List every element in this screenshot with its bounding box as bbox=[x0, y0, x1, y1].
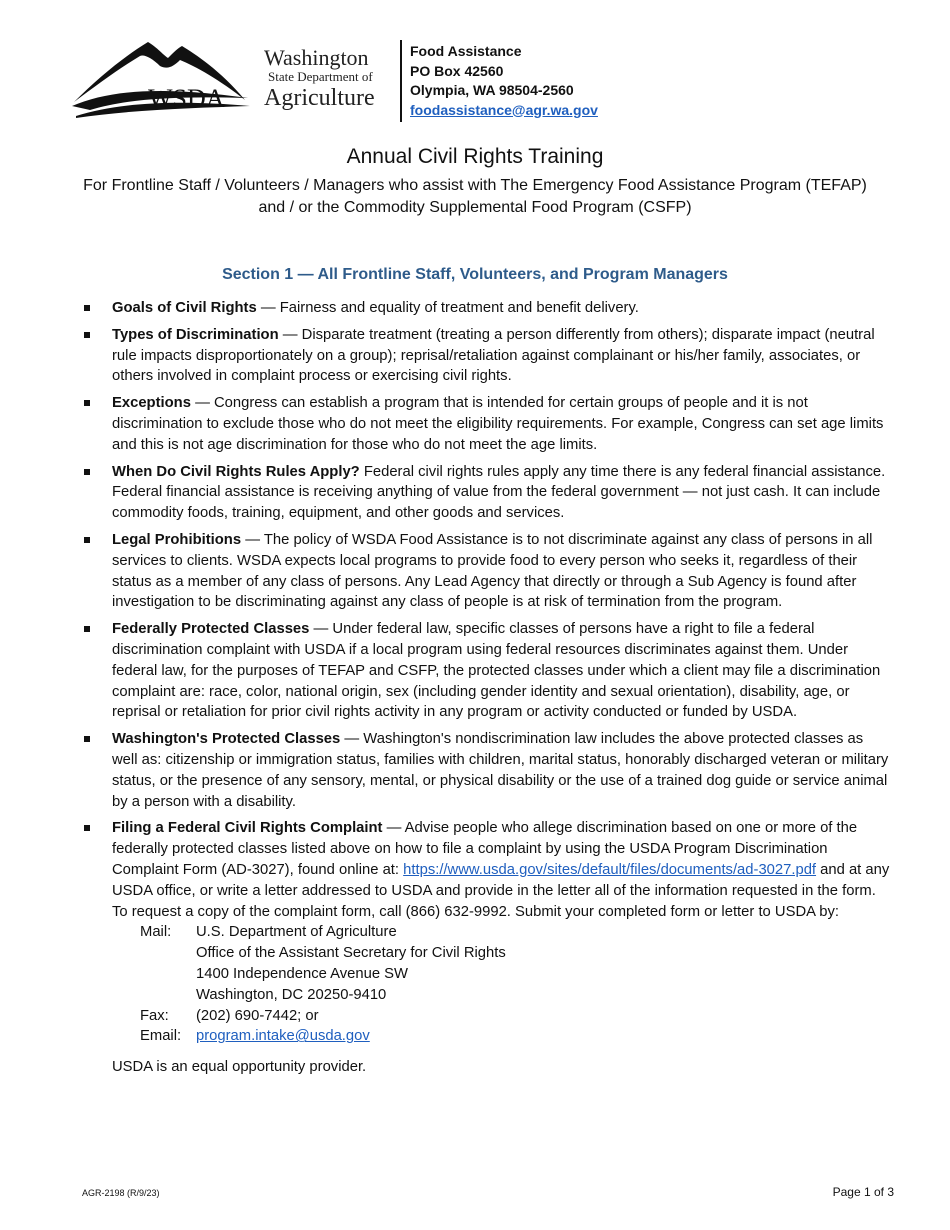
bullet-icon bbox=[84, 825, 90, 831]
bullet-icon bbox=[84, 400, 90, 406]
contact-email-link[interactable]: foodassistance@agr.wa.gov bbox=[410, 101, 598, 118]
fax-number: (202) 690-7442; or bbox=[196, 1007, 319, 1024]
item-term: Federally Protected Classes bbox=[112, 621, 310, 638]
bullet-icon bbox=[84, 537, 90, 543]
usda-email-link[interactable]: program.intake@usda.gov bbox=[196, 1028, 370, 1045]
list-item bbox=[82, 530, 892, 613]
page-subtitle bbox=[0, 175, 950, 219]
bullet-icon bbox=[84, 332, 90, 338]
item-term: When Do Civil Rights Rules Apply? bbox=[112, 463, 360, 480]
fax-label: Fax: bbox=[140, 1007, 169, 1024]
list-item bbox=[82, 729, 892, 812]
item-text: — Disparate treatment (treating a person differently from others); disparate impact (neutral rule impacts disproportionately on a group); reprisal/retaliation against complainant or his/her family, associates, or others involved in complaint process or exercising civil rights. bbox=[112, 326, 875, 385]
address-line: Washington, DC 20250-9410 bbox=[196, 986, 387, 1003]
list-item bbox=[82, 619, 892, 723]
form-number: AGR-2198 (R/9/23) bbox=[82, 1188, 160, 1198]
mail-label: Mail: bbox=[140, 924, 172, 941]
item-text: Federal civil rights rules apply any time there is any federal financial assistance. Federal financial assistance is receiving anything of value from the federal government — not just cash. It can include commodity foods, training, equipment, and other goods and services. bbox=[112, 463, 886, 522]
training-topics-list bbox=[82, 298, 892, 1084]
letterhead bbox=[70, 36, 890, 128]
contact-line: Food Assistance bbox=[410, 43, 522, 59]
header-divider bbox=[400, 40, 402, 122]
item-term: Filing a Federal Civil Rights Complaint bbox=[112, 820, 383, 837]
item-text: — Fairness and equality of treatment and benefit delivery. bbox=[256, 300, 639, 316]
address-line: Office of the Assistant Secretary for Civil Rights bbox=[196, 945, 506, 962]
item-term: Exceptions bbox=[112, 395, 191, 412]
submission-addresses bbox=[140, 922, 892, 1047]
mail-address bbox=[196, 922, 892, 1005]
logo-text: WSDA bbox=[148, 84, 225, 113]
item-text: — The policy of WSDA Food Assistance is to not discriminate against any class of persons in all services to clients. WSDA expects local programs to provide food to every person who seeks it, regardless of their status as a member of any class of persons. Any Lead Agency that directly or through a Sub Agency is found after investigation to be discriminating against any class of people is at risk of termination from the program. bbox=[112, 531, 873, 611]
contact-block bbox=[410, 42, 598, 120]
address-line: U.S. Department of Agriculture bbox=[196, 924, 397, 941]
item-text: — Under federal law, specific classes of persons have a right to file a federal discrimination complaint with USDA if a local program using federal resources discriminates against them. Under federal law, for the purposes of TEFAP and CSFP, the protected classes under which a client may file a discrimination complaint are: race, color, national origin, sex (including gender identity and sexual orientation), disability, age, or reprisal or retaliation for prior civil rights activity in any program or activity conducted or funded by USDA. bbox=[112, 621, 881, 721]
item-text: and at any USDA office, or write a letter addressed to USDA and provide in the letter all of the information requested in the form. To request a copy of the complaint form, call (866) 632-9992. Submit your completed form or letter to USDA by: bbox=[112, 861, 890, 920]
list-item bbox=[82, 298, 892, 319]
address-line: 1400 Independence Avenue SW bbox=[196, 965, 408, 982]
subtitle-line-2: and / or the Commodity Supplemental Food Program (CSFP) bbox=[258, 199, 692, 216]
page-number: Page 1 of 3 bbox=[832, 1185, 894, 1199]
list-item bbox=[82, 393, 892, 455]
email-label: Email: bbox=[140, 1028, 182, 1045]
bullet-icon bbox=[84, 305, 90, 311]
section-heading: Section 1 — All Frontline Staff, Volunteers, and Program Managers bbox=[222, 266, 728, 283]
item-text: — Congress can establish a program that is intended for certain groups of people and it is not discrimination to exclude those who do not meet the eligibility requirements. For example, Congress can set age limits and this is not age discrimination for those who do not meet the age limits. bbox=[112, 395, 884, 453]
agency-line-3: Agriculture bbox=[264, 85, 375, 111]
item-text: — Advise people who allege discrimination based on one or more of the federally protected classes listed above on how to file a complaint by using the USDA Program Discrimination Complaint Form (AD-3027), found online at: bbox=[112, 820, 858, 878]
item-text: — Washington's nondiscrimination law includes the above protected classes as well as: citizenship or immigration status, families with children, marital status, honorably discharged veteran or military status, or the presence of any sensory, mental, or physical disability or the use of a trained dog guide or service animal by a person with a disability. bbox=[112, 731, 889, 810]
wsda-logo bbox=[70, 36, 252, 118]
item-term: Washington's Protected Classes bbox=[112, 731, 341, 748]
contact-line: PO Box 42560 bbox=[410, 62, 504, 79]
agency-name bbox=[264, 46, 394, 112]
agency-line-2: State Department of bbox=[268, 69, 373, 84]
item-term: Legal Prohibitions bbox=[112, 531, 242, 548]
bullet-icon bbox=[84, 736, 90, 742]
list-item-filing bbox=[82, 818, 892, 1078]
agency-line-1: Washington bbox=[264, 45, 369, 70]
bullet-icon bbox=[84, 469, 90, 475]
equal-opportunity-statement: USDA is an equal opportunity provider. bbox=[112, 1059, 367, 1076]
complaint-form-link[interactable]: https://www.usda.gov/sites/default/files/documents/ad-3027.pdf bbox=[403, 861, 817, 878]
item-term: Types of Discrimination bbox=[112, 326, 279, 343]
list-item bbox=[82, 325, 892, 387]
contact-line: Olympia, WA 98504-2560 bbox=[410, 82, 574, 98]
item-term: Goals of Civil Rights bbox=[112, 300, 257, 316]
subtitle-line-1: For Frontline Staff / Volunteers / Managers who assist with The Emergency Food Assistance Program (TEFAP) bbox=[83, 177, 867, 194]
bullet-icon bbox=[84, 626, 90, 632]
page-title: Annual Civil Rights Training bbox=[346, 145, 604, 168]
list-item bbox=[82, 462, 892, 524]
